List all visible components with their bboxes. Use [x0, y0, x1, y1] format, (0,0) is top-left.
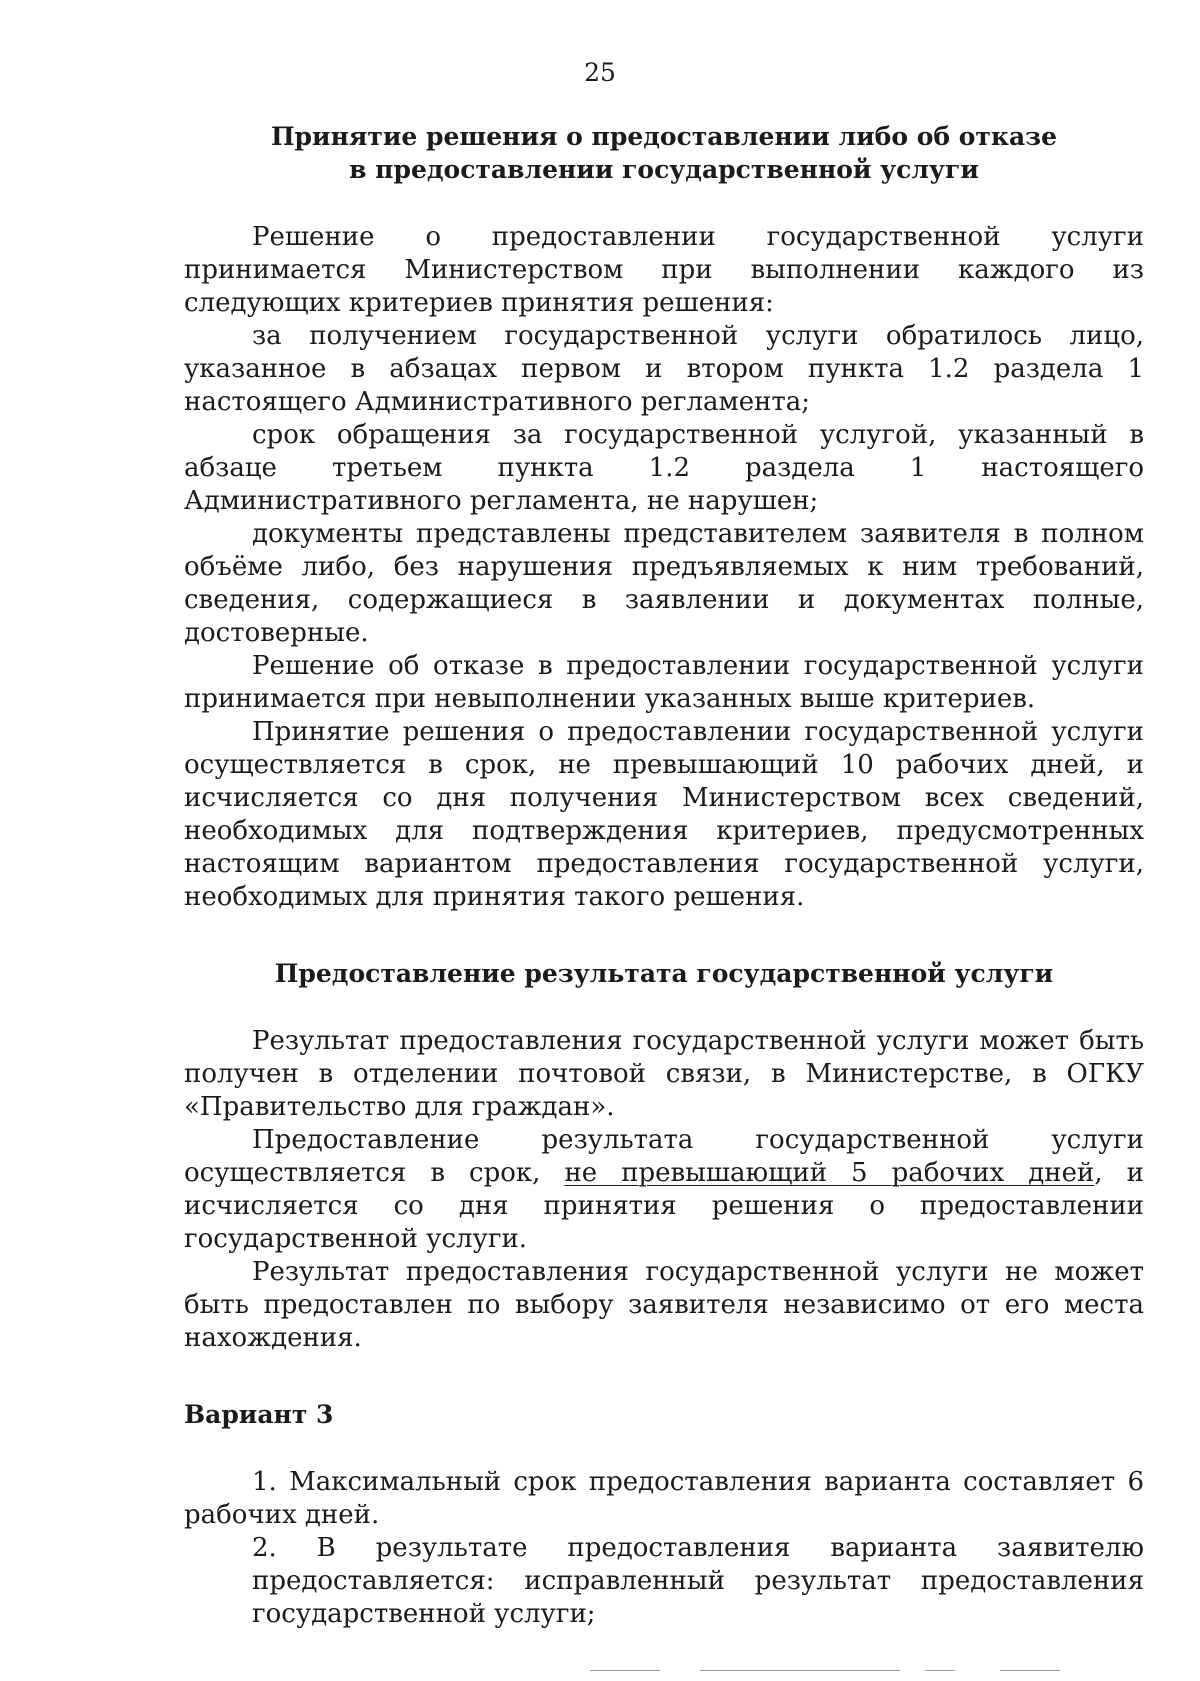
- scan-artifact-line: [700, 1670, 900, 1671]
- scan-artifact-line: [1000, 1670, 1060, 1671]
- variant-title: Вариант 3: [184, 1400, 334, 1429]
- result-term-text-after: , и исчисляется со дня принятия решения о предоставлении государственной услуги.: [184, 1158, 1144, 1254]
- paragraph-decision-criteria: Решение о предоставлении государственной услуги принимается Министерством при выполнении каждого из следующих критериев принятия решения:: [184, 222, 1144, 318]
- list-item-max-term: 1. Максимальный срок предоставления варианта составляет 6 рабочих дней.: [184, 1467, 1144, 1530]
- section-heading-decision: [184, 120, 1144, 186]
- paragraph-result-location: Результат предоставления государственной услуги не может быть предоставлен по выбору заявителя независимо от его места нахождения.: [184, 1257, 1144, 1353]
- paragraph-result-term: [184, 1124, 1144, 1256]
- heading-line-2: в предоставлении государственной услуги: [349, 155, 979, 184]
- section-spacer: [184, 914, 1144, 957]
- paragraph-criterion-applicant: за получением государственной услуги обратилось лицо, указанное в абзацах первом и втором пункта 1.2 раздела 1 настоящего Административного регламента;: [184, 321, 1144, 417]
- scan-artifact-line: [925, 1670, 955, 1671]
- paragraph-criterion-documents: документы представлены представителем заявителя в полном объёме либо, без нарушения предъявляемых к ним требований, сведения, содержащиеся в заявлении и документах полные, достоверные.: [184, 519, 1144, 648]
- section-spacer: [184, 1355, 1144, 1398]
- result-term-underlined: не превышающий 5 рабочих дней: [564, 1158, 1095, 1188]
- result-term-text-before: Предоставление результата государственной услуги осуществляется в срок,: [184, 1125, 1144, 1188]
- list-item-result: 2. В результате предоставления варианта заявителю предоставляется: исправленный результат предоставления государственной услуги;: [252, 1533, 1144, 1629]
- heading-result: Предоставление результата государственной услуги: [274, 959, 1054, 988]
- page-content: [184, 120, 1144, 1631]
- paragraph-criterion-deadline: срок обращения за государственной услугой, указанный в абзаце третьем пункта 1.2 раздела 1 настоящего Административного регламента, не нарушен;: [184, 420, 1144, 516]
- scan-artifact-line: [590, 1670, 660, 1671]
- page-number: 25: [584, 58, 616, 87]
- heading-line-1: Принятие решения о предоставлении либо об отказе: [270, 122, 1058, 151]
- paragraph-result-ways: Результат предоставления государственной услуги может быть получен в отделении почтовой связи, в Министерстве, в ОГКУ «Правительство для граждан».: [184, 1026, 1144, 1122]
- section-heading-result: [184, 957, 1144, 990]
- paragraph-decision-term: Принятие решения о предоставлении государственной услуги осуществляется в срок, не превышающий 10 рабочих дней, и исчисляется со дня получения Министерством всех сведений, необходимых для подтверждения критериев, предусмотренных настоящим вариантом предоставления государственной услуги, необходимых для принятия такого решения.: [184, 717, 1144, 912]
- paragraph-refusal: Решение об отказе в предоставлении государственной услуги принимается при невыполнении указанных выше критериев.: [184, 651, 1144, 714]
